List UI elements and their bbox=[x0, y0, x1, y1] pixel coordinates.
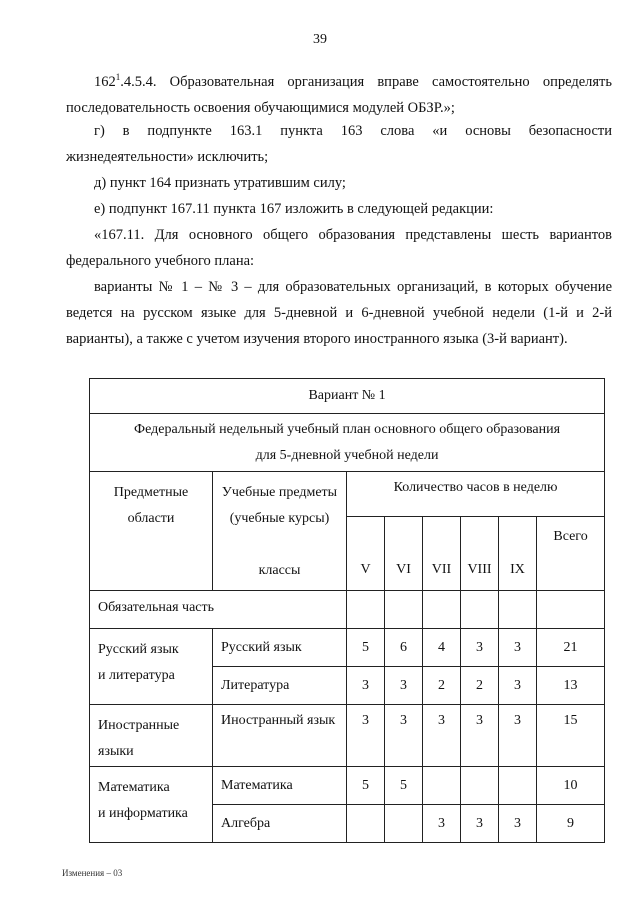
paragraph-variants bbox=[66, 274, 612, 352]
table-row bbox=[90, 767, 605, 805]
hours-cell: 5 bbox=[347, 629, 385, 667]
paragraph-text: е) подпункт 167.11 пункта 167 изложить в следующей редакции: bbox=[94, 201, 494, 217]
header-classes-label: классы bbox=[258, 563, 301, 578]
footer-note: Изменения – 03 bbox=[62, 868, 123, 878]
header-label: Предметные bbox=[113, 485, 189, 500]
header-subjects bbox=[213, 472, 347, 591]
hours-cell bbox=[423, 767, 461, 805]
hours-cell: 3 bbox=[461, 629, 499, 667]
paragraph-text: .4.5.4. Образовательная организация вправе самостоятельно определять bbox=[120, 74, 612, 90]
header-subject-areas bbox=[90, 472, 213, 591]
header-label: Учебные предметы bbox=[221, 485, 338, 500]
table-row bbox=[90, 705, 605, 767]
hours-cell: 6 bbox=[385, 629, 423, 667]
paragraph-162-1 bbox=[66, 64, 612, 121]
subject-area: Русский язык и литература bbox=[90, 629, 213, 705]
variant-title: Вариант № 1 bbox=[90, 379, 605, 414]
hours-cell: 3 bbox=[461, 805, 499, 843]
paragraph-text: последовательность освоения обучающимися модулей ОБЗР.»; bbox=[66, 100, 455, 116]
hours-cell: 3 bbox=[423, 705, 461, 767]
subject-area: Математика и информатика bbox=[90, 767, 213, 843]
grade-header: VIII bbox=[461, 517, 499, 591]
paragraph-text: ведется на русском языке для 5-дневной и 6-дневной учебной недели (1-й и 2-й bbox=[66, 305, 612, 321]
page-number: 39 bbox=[313, 32, 327, 47]
paragraph-e bbox=[66, 196, 612, 222]
hours-cell: 5 bbox=[385, 767, 423, 805]
hours-cell: 2 bbox=[423, 667, 461, 705]
subject-name: Иностранный язык bbox=[213, 705, 347, 767]
hours-cell: 3 bbox=[347, 667, 385, 705]
paragraph-text: варианты № 1 – № 3 – для образовательных организаций, в которых обучение bbox=[94, 279, 612, 295]
header-label: (учебные курсы) bbox=[229, 511, 330, 526]
superscript: 1 bbox=[115, 72, 121, 82]
hours-cell bbox=[385, 805, 423, 843]
hours-cell: 3 bbox=[461, 705, 499, 767]
hours-cell: 3 bbox=[499, 705, 537, 767]
hours-cell: 3 bbox=[499, 805, 537, 843]
paragraph-text: г) в подпункте 163.1 пункта 163 слова «и основы безопасности bbox=[94, 123, 612, 139]
total-header: Всего bbox=[537, 517, 605, 591]
hours-cell: 3 bbox=[423, 805, 461, 843]
hours-cell bbox=[347, 805, 385, 843]
hours-cell: 3 bbox=[347, 705, 385, 767]
paragraph-167-11 bbox=[66, 222, 612, 274]
paragraph-d bbox=[66, 170, 612, 196]
hours-cell: 4 bbox=[423, 629, 461, 667]
hours-cell: 3 bbox=[385, 667, 423, 705]
grade-header: V bbox=[347, 517, 385, 591]
plan-title bbox=[90, 414, 605, 472]
subject-name: Литература bbox=[213, 667, 347, 705]
paragraph-text: жизнедеятельности» исключить; bbox=[66, 149, 269, 165]
header-hours-per-week: Количество часов в неделю bbox=[347, 472, 605, 517]
total-cell: 9 bbox=[537, 805, 605, 843]
total-cell: 10 bbox=[537, 767, 605, 805]
curriculum-table bbox=[89, 378, 605, 843]
hours-cell bbox=[499, 767, 537, 805]
total-cell: 15 bbox=[537, 705, 605, 767]
paragraph-text: федерального учебного плана: bbox=[66, 253, 255, 269]
plan-title-line: Федеральный недельный учебный план основного общего образования bbox=[134, 421, 561, 437]
plan-title-line: для 5-дневной учебной недели bbox=[255, 447, 439, 463]
total-cell: 21 bbox=[537, 629, 605, 667]
hours-cell: 3 bbox=[385, 705, 423, 767]
paragraph-text: «167.11. Для основного общего образования представлены шесть вариантов bbox=[94, 227, 612, 243]
subject-name: Русский язык bbox=[213, 629, 347, 667]
hours-cell: 5 bbox=[347, 767, 385, 805]
subject-name: Алгебра bbox=[213, 805, 347, 843]
paragraph-g bbox=[66, 118, 612, 170]
header-label: области bbox=[127, 511, 175, 526]
grade-header: VI bbox=[385, 517, 423, 591]
grade-header: VII bbox=[423, 517, 461, 591]
hours-cell: 3 bbox=[499, 667, 537, 705]
hours-cell: 3 bbox=[499, 629, 537, 667]
table-row bbox=[90, 629, 605, 667]
grade-header: IX bbox=[499, 517, 537, 591]
hours-cell: 2 bbox=[461, 667, 499, 705]
hours-cell bbox=[461, 767, 499, 805]
paragraph-text: 162 bbox=[94, 74, 116, 90]
total-cell: 13 bbox=[537, 667, 605, 705]
paragraph-text: варианты), а также с учетом изучения второго иностранного языка (3-й вариант). bbox=[66, 331, 568, 347]
subject-area: Иностранные языки bbox=[90, 705, 213, 767]
mandatory-part-label: Обязательная часть bbox=[90, 591, 347, 629]
paragraph-text: д) пункт 164 признать утратившим силу; bbox=[94, 175, 346, 191]
subject-name: Математика bbox=[213, 767, 347, 805]
